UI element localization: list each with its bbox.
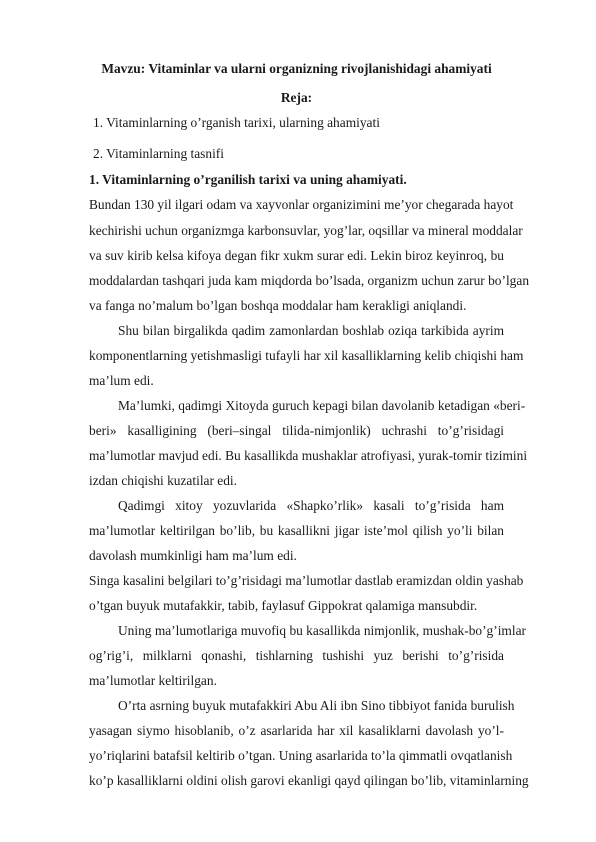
plan-item: 1. Vitaminlarning o’rganish tarixi, ularning ahamiyati: [93, 115, 380, 130]
text-line: Bundan 130 yil ilgari odam va xayvonlar organizimini me’yor chegarada hayot: [89, 197, 514, 212]
text-line: yasagan siymo hisoblanib, o’z asarlarida har xil kasaliklarni davolash yo’l-: [89, 723, 504, 738]
text-line: o’tgan buyuk mutafakkir, tabib, faylasuf Gippokrat qalamiga mansubdir.: [89, 598, 478, 613]
text-line: Shu bilan birgalikda qadim zamonlardan boshlab oziqa tarkibida ayrim: [118, 323, 504, 338]
section-heading: 1. Vitaminlarning o’rganilish tarixi va uning ahamiyati.: [89, 172, 407, 187]
text-line: Uning ma’lumotlariga muvofiq bu kasallikda nimjonlik, mushak-bo’g’imlar: [118, 623, 526, 638]
text-line: davolash mumkinligi ham ma’lum edi.: [89, 548, 297, 563]
plan-heading: Reja:: [280, 90, 313, 105]
text-line: komponentlarning yetishmasligi tufayli har xil kasalliklarning kelib chiqishi ham: [89, 348, 524, 363]
text-line: ma’lumotlar keltirilgan.: [89, 673, 217, 688]
text-line: va fanga no’malum bo’lgan boshqa moddalar ham kerakligi aniqlandi.: [89, 298, 467, 313]
text-line: ma’lumotlar mavjud edi. Bu kasallikda mushaklar atrofiyasi, yurak-tomir tizimini: [89, 448, 528, 463]
text-line: izdan chiqishi kuzatilar edi.: [89, 473, 237, 488]
text-line: ma’lumotlar keltirilgan bo’lib, bu kasallikni jigar iste’mol qilish yo’li bilan: [89, 523, 504, 538]
plan-item: 2. Vitaminlarning tasnifi: [93, 146, 224, 161]
text-line: moddalardan tashqari juda kam miqdorda bo’lsada, organizm uchun zarur bo’lgan: [89, 273, 530, 288]
text-line: og’rig’i, milklarni qonashi, tishlarning tushishi yuz berishi to’g’risida: [89, 648, 504, 663]
text-line: ko’p kasalliklarni oldini olish garovi ekanligi qayd qilingan bo’lib, vitaminlarning: [89, 773, 529, 788]
text-line: va suv kirib kelsa kifoya degan fikr xukm surar edi. Lekin biroz keyinroq, bu: [89, 248, 504, 263]
text-line: kechirishi uchun organizmga karbonsuvlar, yog’lar, oqsillar va mineral moddalar: [89, 223, 523, 238]
text-line: O’rta asrning buyuk mutafakkiri Abu Ali ibn Sino tibbiyot fanida burulish: [118, 698, 515, 713]
text-line: beri» kasalligining (beri–singal tilida-nimjonlik) uchrashi to’g’risidagi: [89, 423, 504, 438]
text-line: Singa kasalini belgilari to’g’risidagi ma’lumotlar dastlab eramizdan oldin yashab: [89, 573, 524, 588]
text-line: Qadimgi xitoy yozuvlarida «Shapko’rlik» kasali to’g’risida ham: [118, 498, 504, 513]
text-line: yo’riqlarini batafsil keltirib o’tgan. Uning asarlarida to’la qimmatli ovqatlanish: [89, 748, 513, 763]
text-line: ma’lum edi.: [89, 373, 154, 388]
document-title: Mavzu: Vitaminlar va ularni organizning rivojlanishidagi ahamiyati: [101, 61, 492, 76]
text-line: Ma’lumki, qadimgi Xitoyda guruch kepagi bilan davolanib ketadigan «beri-: [118, 398, 526, 413]
